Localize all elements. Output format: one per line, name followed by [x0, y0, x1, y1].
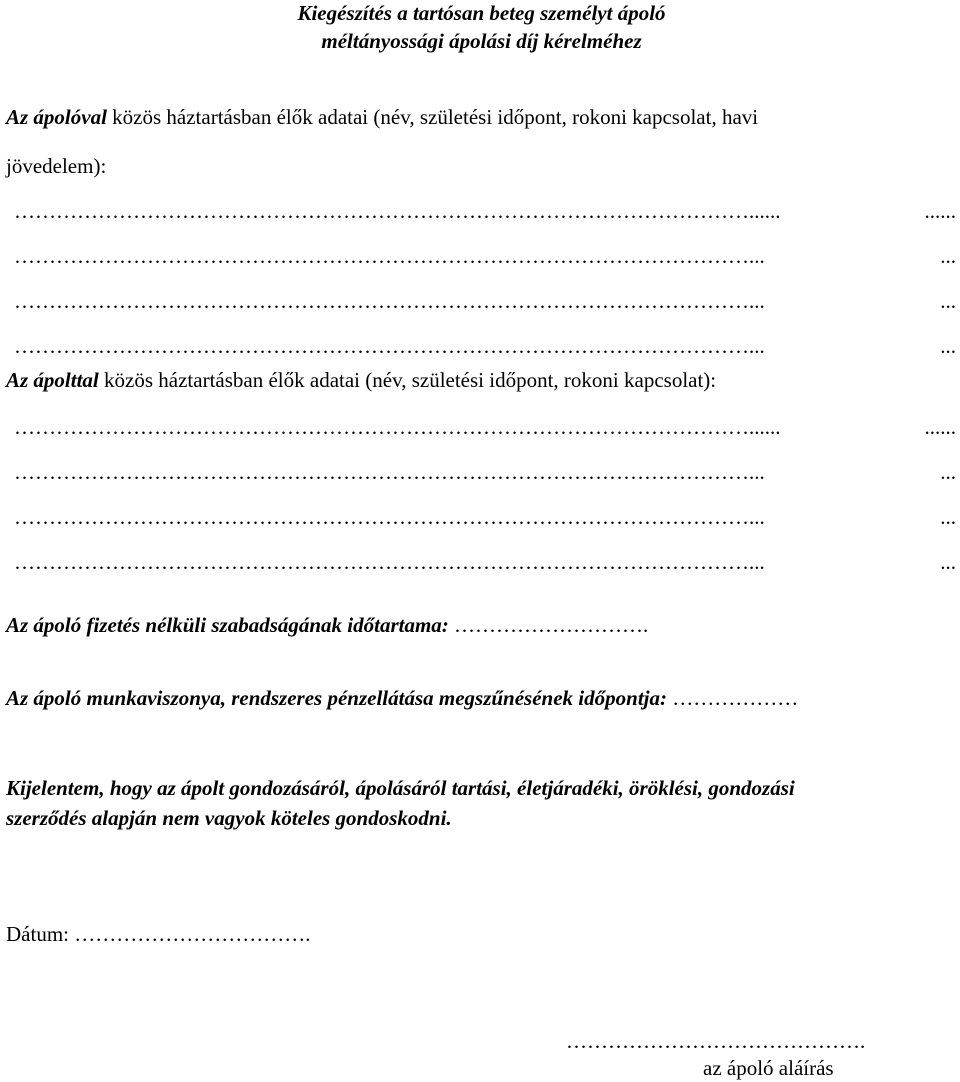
date-label: Dátum: [6, 922, 69, 946]
section1-text-line2: jövedelem): [6, 154, 107, 178]
section1-blank-line[interactable]: ……………………………………………………………………………………………... ... [14, 334, 956, 358]
unpaid-leave-label: Az ápoló fizetés nélküli szabadságának időtartama: [6, 613, 449, 637]
section2-blank-line[interactable]: ……………………………………………………………………………………………... ... [14, 460, 956, 484]
section1-text-line1: közös háztartásban élők adatai (név, születési időpont, rokoni kapcsolat, havi [106, 105, 759, 129]
section1-blank-line[interactable]: ……………………………………………………………………………………………...... ...... [14, 199, 956, 223]
blank-fill: ……………………………………………………………………………………………... [14, 505, 765, 529]
unpaid-leave-row [6, 612, 648, 638]
section2-text: közös háztartásban élők adatai (név, születési időpont, rokoni kapcsolat): [98, 368, 717, 392]
section1-lead: Az ápolóval [6, 105, 107, 129]
signature-label: az ápoló aláírás [703, 1056, 834, 1080]
declaration-line1: Kijelentem, hogy az ápolt gondozásáról, ápolásáról tartási, életjáradéki, öröklési, gondozási [6, 776, 795, 800]
blank-fill: ……………………………………………………………………………………………...... [14, 415, 781, 439]
unpaid-leave-blank[interactable]: ………………………. [448, 613, 649, 637]
section2-heading [6, 367, 716, 393]
blank-fill: ……………………………………………………………………………………………... [14, 289, 765, 313]
employment-end-row [6, 685, 798, 711]
form-title-line1: Kiegészítés a tartósan beteg személyt ápoló [297, 1, 666, 25]
blank-fill: ……………………………………………………………………………………………...... [14, 199, 781, 223]
blank-fill: ……………………………………………………………………………………………... [14, 550, 765, 574]
section2-blank-line[interactable]: ……………………………………………………………………………………………... ... [14, 505, 956, 529]
section1-heading [6, 104, 758, 130]
date-blank[interactable]: ……………………………. [69, 922, 311, 946]
section2-lead: Az ápolttal [6, 368, 99, 392]
employment-end-label: Az ápoló munkaviszonya, rendszeres pénzellátása megszűnésének időpontja: [6, 686, 667, 710]
date-row [6, 921, 311, 947]
blank-fill: ……………………………………………………………………………………………... [14, 334, 765, 358]
blank-fill: ……………………………………………………………………………………………... [14, 460, 765, 484]
employment-end-blank[interactable]: ……………… [666, 686, 799, 710]
form-title-line2: méltányossági ápolási díj kérelméhez [321, 29, 642, 53]
section2-blank-line[interactable]: ……………………………………………………………………………………………...... ...... [14, 415, 956, 439]
blank-fill: ……………………………………………………………………………………………... [14, 244, 765, 268]
declaration-line2: szerződés alapján nem vagyok köteles gondoskodni. [6, 806, 452, 830]
section1-blank-line[interactable]: ……………………………………………………………………………………………... ... [14, 289, 956, 313]
section2-blank-line[interactable]: ……………………………………………………………………………………………... ... [14, 550, 956, 574]
section1-blank-line[interactable]: ……………………………………………………………………………………………... ... [14, 244, 956, 268]
signature-blank[interactable]: ……………………………………. [566, 1029, 866, 1053]
